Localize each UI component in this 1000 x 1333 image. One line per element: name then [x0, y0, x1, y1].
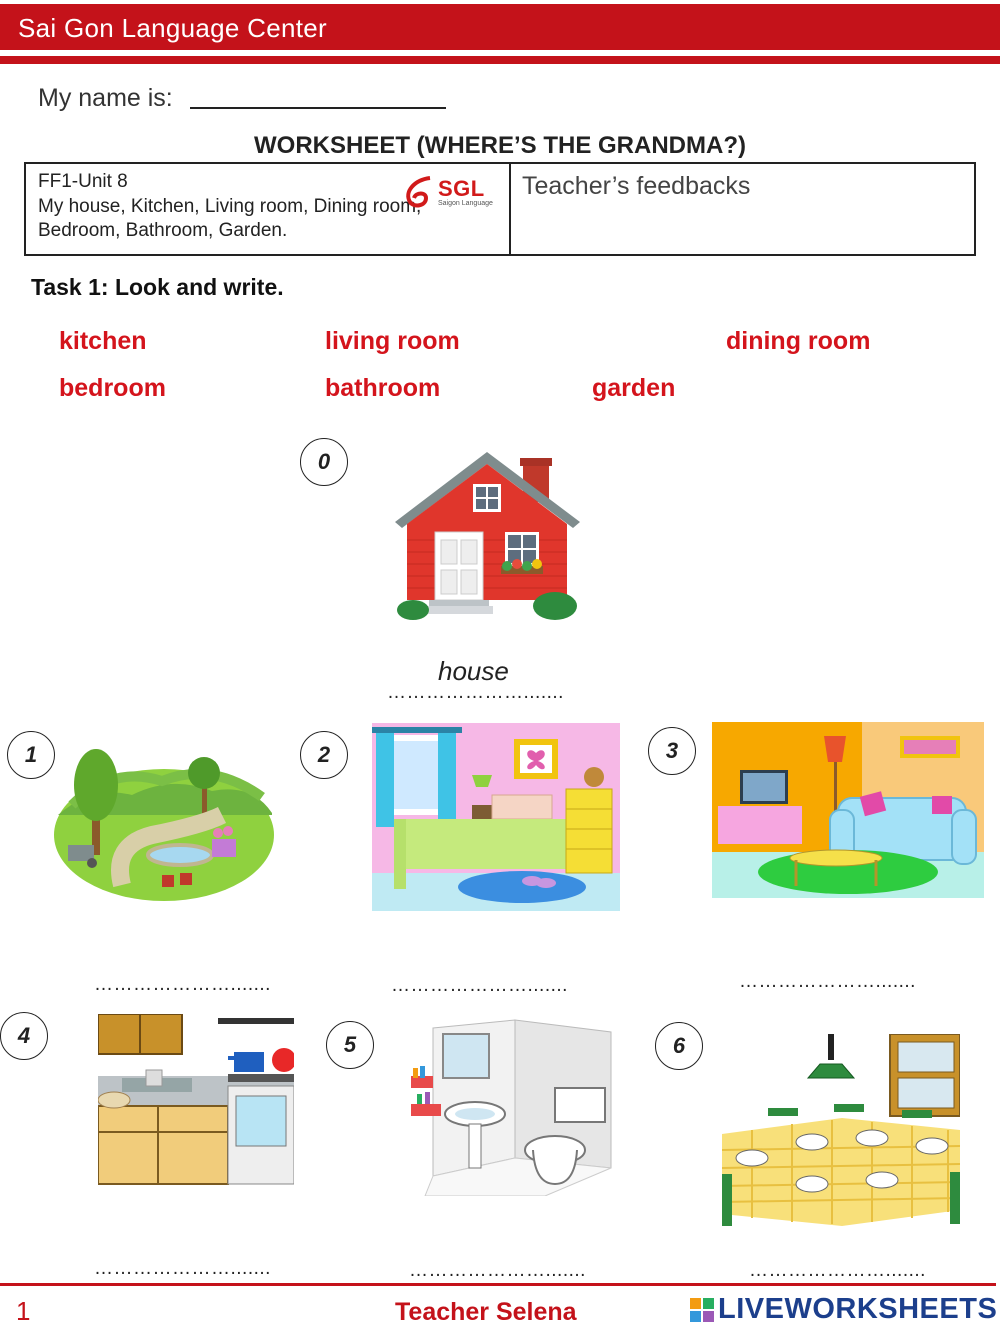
answer-example: house — [438, 656, 509, 686]
page-number: 1 — [16, 1296, 31, 1326]
name-label: My name is: — [38, 84, 173, 112]
sgl-swirl-icon — [400, 172, 440, 212]
word-bank-item: living room — [325, 327, 460, 355]
center-name: Sai Gon Language Center — [18, 13, 328, 43]
item-number-3: 3 — [648, 727, 696, 775]
bathroom-picture — [405, 1018, 615, 1196]
dining-room-picture — [722, 1034, 960, 1226]
garden-picture — [52, 735, 276, 905]
answer-blank-0[interactable]: …………………....... — [387, 682, 564, 703]
answer-blank-2[interactable]: …………………....... — [391, 975, 568, 996]
logo-text: SGL — [438, 176, 485, 201]
task-title: Task 1: Look and write. — [31, 274, 284, 300]
answer-blank-5[interactable]: …………………....... — [409, 1260, 586, 1281]
item-number-4: 4 — [0, 1012, 48, 1060]
unit-label: FF1-Unit 8 — [38, 171, 128, 192]
item-number-2: 2 — [300, 731, 348, 779]
answer-blank-1[interactable]: …………………....... — [94, 974, 271, 995]
word-bank-item: kitchen — [59, 327, 147, 355]
item-number-5: 5 — [326, 1021, 374, 1069]
header-divider — [0, 56, 1000, 64]
answer-blank-6[interactable]: …………………....... — [749, 1260, 926, 1281]
word-bank-item: bedroom — [59, 374, 166, 402]
logo-subtitle: Saigon Language — [438, 200, 493, 207]
liveworksheets-brand: LIVEWORKSHEETS — [718, 1293, 998, 1325]
worksheet-title: WORKSHEET (WHERE’S THE GRANDMA?) — [254, 132, 746, 159]
house-icon — [395, 450, 580, 620]
item-number-6: 6 — [655, 1022, 703, 1070]
unit-topics-line2: Bedroom, Bathroom, Garden. — [38, 220, 288, 241]
answer-blank-4[interactable]: …………………....... — [94, 1258, 271, 1279]
word-bank-item: garden — [592, 374, 676, 402]
kitchen-picture — [98, 1014, 294, 1186]
answer-blank-3[interactable]: …………………....... — [739, 971, 916, 992]
word-bank-item: bathroom — [325, 374, 441, 402]
info-table-divider — [509, 162, 511, 256]
item-number-1: 1 — [7, 731, 55, 779]
item-number-0: 0 — [300, 438, 348, 486]
liveworksheets-logo-icon — [690, 1298, 714, 1322]
unit-topics-line1: My house, Kitchen, Living room, Dining room, — [38, 196, 422, 217]
living-room-picture — [712, 722, 984, 898]
word-bank-item: dining room — [726, 327, 871, 355]
teacher-name: Teacher Selena — [395, 1298, 577, 1326]
name-input-line[interactable] — [190, 107, 446, 109]
teacher-feedback-label: Teacher’s feedbacks — [522, 172, 751, 200]
footer-divider — [0, 1283, 996, 1286]
bedroom-picture — [372, 723, 620, 911]
